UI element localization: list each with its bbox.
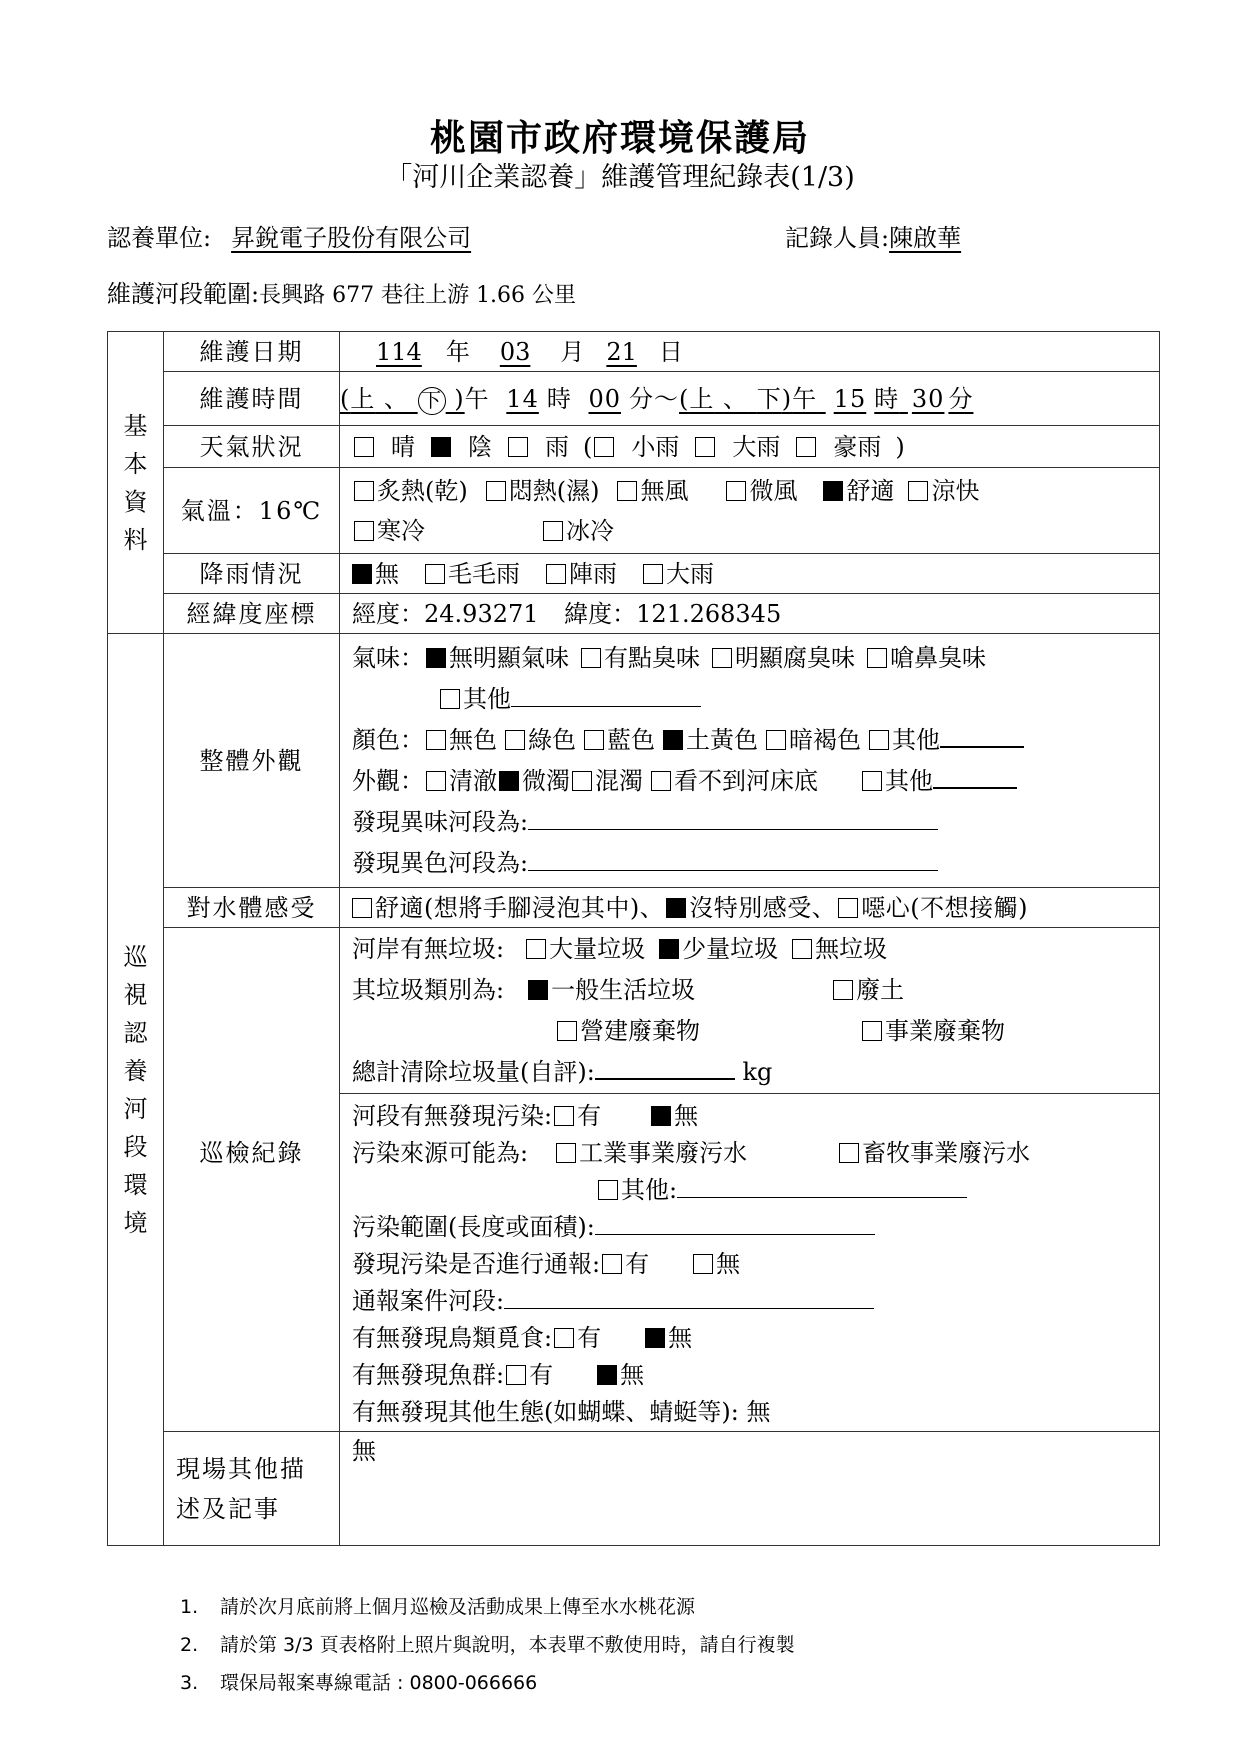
report-no-label: 無 — [716, 1250, 741, 1278]
report-yes-label: 有 — [625, 1250, 650, 1278]
time-start-minute[interactable]: 00 — [588, 384, 622, 413]
color-section-row — [352, 843, 1147, 884]
source-livestock: 畜牧事業廢污水 — [862, 1139, 1031, 1167]
day-unit: 日 — [658, 337, 683, 366]
rain-type-option-0: 小雨 — [631, 432, 680, 461]
footnotes — [180, 1588, 795, 1702]
color-option-1: 綠色 — [528, 725, 576, 754]
appearance-label: 整體外觀 — [164, 634, 340, 888]
month-unit: 月 — [560, 337, 585, 366]
inspection-label: 巡檢紀錄 — [164, 1094, 340, 1432]
checkbox-pollution-no[interactable] — [651, 1106, 671, 1126]
checkbox-garbage-household[interactable] — [528, 980, 548, 1000]
latitude-value[interactable]: 121.268345 — [636, 599, 782, 628]
garbage-label-cell — [164, 928, 340, 1094]
garbage-total-row — [352, 1052, 1147, 1093]
rainfall-checkbox-0[interactable] — [352, 564, 372, 584]
temp-option-0: 炙熱(乾) — [377, 476, 468, 505]
weather-checkbox-0[interactable] — [354, 437, 374, 457]
fish-yes-label: 有 — [529, 1361, 554, 1389]
color-checkbox-3[interactable] — [663, 730, 683, 750]
river-range-label: 維護河段範圍: — [107, 280, 260, 308]
garbage-type-row — [352, 970, 1147, 1011]
weather-option-2: 雨 — [545, 432, 569, 461]
document-title: 桃園市政府環境保護局 — [429, 117, 810, 159]
section-basic-label — [108, 407, 163, 559]
checkbox-source-industrial[interactable] — [556, 1143, 576, 1163]
separator: 、 — [811, 893, 837, 922]
look-option-4: 其他 — [885, 766, 933, 795]
pollution-range-row — [352, 1209, 1147, 1246]
inspection-content — [340, 1094, 1160, 1432]
footnote-number: 3. — [180, 1672, 199, 1694]
footnote-2 — [180, 1626, 795, 1664]
section-patrol-char: 境 — [123, 1208, 148, 1237]
bird-yes-label: 有 — [577, 1324, 602, 1352]
checkbox-garbage-industrial[interactable] — [862, 1021, 882, 1041]
checkbox-fish-no[interactable] — [597, 1365, 617, 1385]
rainfall-checkbox-1[interactable] — [425, 564, 445, 584]
checkbox-source-livestock[interactable] — [839, 1143, 859, 1163]
source-other-blank[interactable] — [677, 1175, 967, 1198]
color-checkbox-1[interactable] — [505, 730, 525, 750]
time-end-minute[interactable]: 30 — [911, 384, 945, 413]
section-patrol-environment — [108, 634, 164, 1546]
checkbox-fish-yes[interactable] — [506, 1365, 526, 1385]
weather-label: 天氣狀況 — [164, 426, 340, 468]
latitude-label: 緯度： — [564, 599, 637, 628]
weather-options — [340, 426, 1160, 468]
look-row — [352, 761, 1147, 802]
garbage-presence-checkbox-0[interactable] — [526, 939, 546, 959]
pollution-source-label: 污染來源可能為: — [352, 1139, 529, 1167]
garbage-type-construction: 營建廢棄物 — [580, 1016, 700, 1045]
look-checkbox-0[interactable] — [426, 771, 446, 791]
smell-other-label: 其他 — [463, 684, 511, 713]
temp-checkbox-3[interactable] — [726, 481, 746, 501]
other-eco-value[interactable]: 無 — [746, 1398, 771, 1426]
pollution-no-label: 無 — [674, 1102, 699, 1130]
smell-other-row — [352, 679, 1147, 720]
temp-checkbox-5[interactable] — [908, 481, 928, 501]
recorder-label: 記錄人員: — [785, 224, 890, 252]
checkbox-bird-yes[interactable] — [554, 1328, 574, 1348]
other-eco-row — [352, 1394, 1147, 1431]
checkbox-pollution-yes[interactable] — [554, 1106, 574, 1126]
checkbox-garbage-construction[interactable] — [557, 1021, 577, 1041]
color-option-3: 土黃色 — [686, 725, 758, 754]
weather-checkbox-2[interactable] — [508, 437, 528, 457]
odor-section-blank[interactable] — [528, 807, 938, 830]
garbage-presence-label: 河岸有無垃圾: — [352, 934, 505, 963]
pollution-yes-label: 有 — [577, 1102, 602, 1130]
rainfall-label: 降雨情況 — [164, 554, 340, 594]
checkbox-report-no[interactable] — [693, 1254, 713, 1274]
temp-option-4: 舒適 — [846, 476, 895, 505]
section-patrol-char: 視 — [123, 980, 148, 1009]
temp-option-5: 涼快 — [931, 476, 980, 505]
time-end-hour[interactable]: 15 — [833, 384, 867, 413]
temp-option-3: 微風 — [749, 476, 798, 505]
fish-no-label: 無 — [620, 1361, 645, 1389]
color-section-label: 發現異色河段為: — [352, 848, 529, 877]
pollution-row — [352, 1098, 1147, 1135]
separator: 、 — [384, 384, 410, 413]
look-option-0: 清澈 — [449, 766, 497, 795]
color-option-2: 藍色 — [607, 725, 655, 754]
color-checkbox-0[interactable] — [426, 730, 446, 750]
hour-unit: 時 — [546, 384, 572, 413]
time-value — [340, 372, 1160, 426]
hour-unit: 時 — [874, 384, 900, 413]
temp-option-2: 無風 — [640, 476, 689, 505]
feeling-option-nothing: 沒特別感受 — [689, 893, 812, 922]
temp2-option-1: 冰冷 — [566, 516, 614, 545]
section-patrol-char: 段 — [123, 1132, 148, 1161]
garbage-total-unit: kg — [742, 1057, 773, 1086]
minute-unit: 分 — [629, 384, 655, 413]
source-other-label: 其他: — [621, 1176, 678, 1204]
temperature-row-2 — [352, 511, 1147, 551]
rainfall-options — [340, 554, 1160, 594]
rainfall-option-0: 無 — [375, 559, 399, 588]
temp-option-1: 悶熱(濕) — [508, 476, 600, 505]
document-subtitle: 「河川企業認養」維護管理紀錄表(1/3) — [385, 162, 855, 193]
separator: 、 — [639, 893, 665, 922]
bird-label: 有無發現鳥類覓食: — [352, 1324, 553, 1352]
footnote-number: 2. — [180, 1634, 199, 1656]
feeling-label: 對水體感受 — [164, 888, 340, 928]
source-industrial: 工業事業廢污水 — [579, 1139, 748, 1167]
am-option: 上 — [689, 384, 715, 413]
date-month[interactable]: 03 — [499, 337, 531, 366]
garbage-presence-checkbox-2[interactable] — [792, 939, 812, 959]
other-notes-label — [164, 1432, 340, 1546]
color-section-blank[interactable] — [528, 848, 938, 871]
look-checkbox-1[interactable] — [499, 771, 519, 791]
noon-label: 午 — [464, 384, 490, 413]
section-patrol-char: 認 — [123, 1018, 148, 1047]
date-day[interactable]: 21 — [606, 337, 637, 366]
adopting-unit-value[interactable]: 昇銳電子股份有限公司 — [231, 224, 472, 252]
temp-checkbox-2[interactable] — [617, 481, 637, 501]
weather-option-0: 晴 — [391, 432, 415, 461]
pm-option-circled: 下 — [418, 387, 446, 415]
look-option-3: 看不到河床底 — [674, 766, 818, 795]
smell-option-2: 明顯腐臭味 — [735, 643, 855, 672]
noon-label: 午 — [792, 384, 818, 413]
checkbox-feeling-comfortable[interactable] — [352, 898, 372, 918]
color-other-blank[interactable] — [940, 724, 1024, 748]
year-unit: 年 — [445, 337, 470, 366]
smell-checkbox-3[interactable] — [867, 648, 887, 668]
footnote-3 — [180, 1664, 795, 1702]
river-range-row — [107, 274, 576, 309]
river-range-value[interactable]: 長興路 677 巷往上游 1.66 公里 — [259, 283, 577, 308]
bird-no-label: 無 — [668, 1324, 693, 1352]
recorder-row — [785, 218, 961, 253]
look-other-blank[interactable] — [933, 765, 1017, 789]
footnote-text: 環保局報案專線電話 : 0800-066666 — [220, 1672, 538, 1694]
date-label: 維護日期 — [164, 332, 340, 372]
checkbox-report-yes[interactable] — [602, 1254, 622, 1274]
checkbox-garbage-soil[interactable] — [833, 980, 853, 1000]
color-label: 顏色： — [352, 725, 424, 754]
garbage-content — [340, 928, 1160, 1094]
checkbox-smell-other[interactable] — [440, 689, 460, 709]
footnote-1 — [180, 1588, 795, 1626]
look-option-2: 混濁 — [595, 766, 643, 795]
rain-type-checkbox-1[interactable] — [695, 437, 715, 457]
garbage-presence-option-0: 大量垃圾 — [549, 934, 646, 963]
pm-option: 下 — [756, 384, 782, 413]
other-eco-label: 有無發現其他生態(如蝴蝶、蜻蜓等): — [352, 1398, 739, 1426]
rain-type-checkbox-0[interactable] — [594, 437, 614, 457]
pollution-range-label: 污染範圍(長度或面積): — [352, 1213, 595, 1241]
look-checkbox-3[interactable] — [651, 771, 671, 791]
report-row — [352, 1246, 1147, 1283]
section-patrol-char: 環 — [123, 1170, 148, 1199]
garbage-type-industrial: 事業廢棄物 — [885, 1016, 1005, 1045]
time-range-separator: ～ — [654, 384, 680, 413]
pollution-source-other-row — [352, 1172, 1147, 1209]
color-row — [352, 720, 1147, 761]
coordinates-label: 經緯度座標 — [164, 594, 340, 634]
color-option-4: 暗褐色 — [789, 725, 861, 754]
date-value — [340, 332, 1160, 372]
time-start-period[interactable]: (上 、 下 ) — [340, 384, 465, 413]
section-basic-char: 資 — [123, 487, 148, 516]
report-label: 發現污染是否進行通報: — [352, 1250, 601, 1278]
recorder-value[interactable]: 陳啟華 — [889, 224, 962, 252]
checkbox-bird-no[interactable] — [645, 1328, 665, 1348]
color-option-5: 其他 — [892, 725, 940, 754]
section-patrol-char: 巡 — [123, 942, 148, 971]
look-label: 外觀： — [352, 766, 424, 795]
adopting-unit-label: 認養單位: — [107, 224, 212, 252]
color-option-0: 無色 — [449, 725, 497, 754]
rainfall-option-3: 大雨 — [666, 559, 714, 588]
smell-checkbox-1[interactable] — [581, 648, 601, 668]
odor-section-label: 發現異味河段為: — [352, 807, 529, 836]
am-option: 上 — [350, 384, 376, 413]
appearance-content — [340, 634, 1160, 888]
smell-checkbox-2[interactable] — [712, 648, 732, 668]
look-checkbox-4[interactable] — [862, 771, 882, 791]
feeling-option-comfortable: 舒適(想將手腳浸泡其中) — [375, 893, 640, 922]
minute-unit: 分 — [948, 384, 974, 413]
longitude-label: 經度： — [352, 599, 424, 628]
smell-option-1: 有點臭味 — [604, 643, 700, 672]
section-basic-char: 基 — [123, 411, 148, 440]
color-checkbox-4[interactable] — [766, 730, 786, 750]
temp2-checkbox-0[interactable] — [354, 521, 374, 541]
temperature-row-1 — [352, 471, 1147, 511]
section-patrol-char: 河 — [123, 1094, 148, 1123]
smell-row — [352, 638, 1147, 679]
color-checkbox-5[interactable] — [869, 730, 889, 750]
color-checkbox-2[interactable] — [584, 730, 604, 750]
checkbox-source-other[interactable] — [598, 1180, 618, 1200]
weather-checkbox-1[interactable] — [431, 437, 451, 457]
smell-checkbox-0[interactable] — [426, 648, 446, 668]
rain-type-checkbox-2[interactable] — [796, 437, 816, 457]
weather-option-1: 陰 — [468, 432, 492, 461]
case-blank[interactable] — [504, 1286, 874, 1309]
footnote-text: 請於第 3/3 頁表格附上照片與說明，本表單不敷使用時，請自行複製 — [220, 1634, 795, 1656]
garbage-presence-option-1: 少量垃圾 — [682, 934, 779, 963]
garbage-type-soil: 廢土 — [856, 975, 905, 1004]
bird-row — [352, 1320, 1147, 1357]
temp-checkbox-1[interactable] — [486, 481, 506, 501]
temp-checkbox-0[interactable] — [354, 481, 374, 501]
time-label: 維護時間 — [164, 372, 340, 426]
garbage-type-label: 其垃圾類別為: — [352, 975, 505, 1004]
footnote-text: 請於次月底前將上個月巡檢及活動成果上傳至水水桃花源 — [220, 1596, 696, 1618]
garbage-presence-option-2: 無垃圾 — [815, 934, 888, 963]
case-label: 通報案件河段: — [352, 1287, 505, 1315]
rain-close: ) — [895, 432, 905, 461]
fish-row — [352, 1357, 1147, 1394]
rain-type-option-2: 豪雨 — [833, 432, 882, 461]
smell-option-0: 無明顯氣味 — [449, 643, 569, 672]
feeling-options — [340, 888, 1160, 928]
rain-open: ( — [583, 432, 593, 461]
pollution-range-blank[interactable] — [595, 1212, 875, 1235]
rainfall-checkbox-2[interactable] — [546, 564, 566, 584]
case-row — [352, 1283, 1147, 1320]
temperature-label: 氣溫：16℃ — [164, 468, 340, 554]
smell-other-blank[interactable] — [511, 684, 701, 707]
section-patrol-char: 養 — [123, 1056, 148, 1085]
garbage-type-row-2 — [352, 1011, 1147, 1052]
garbage-type-household: 一般生活垃圾 — [551, 975, 696, 1004]
checkbox-feeling-nothing[interactable] — [666, 898, 686, 918]
garbage-presence-checkbox-1[interactable] — [659, 939, 679, 959]
temp2-checkbox-1[interactable] — [543, 521, 563, 541]
look-checkbox-2[interactable] — [572, 771, 592, 791]
garbage-presence-row — [352, 929, 1147, 970]
temperature-options — [340, 468, 1160, 554]
separator: 、 — [723, 384, 749, 413]
section-basic-char: 料 — [123, 525, 148, 554]
other-notes-value[interactable]: 無 — [340, 1432, 1160, 1546]
coordinates-value — [340, 594, 1160, 634]
maintenance-record-table — [107, 331, 1160, 1546]
smell-label: 氣味： — [352, 643, 424, 672]
garbage-total-label: 總計清除垃圾量(自評): — [352, 1057, 595, 1086]
other-notes-label-line1: 現場其他描 — [176, 1454, 306, 1483]
odor-section-row — [352, 802, 1147, 843]
time-start-hour[interactable]: 14 — [506, 384, 539, 413]
look-option-1: 微濁 — [522, 766, 570, 795]
smell-option-3: 嗆鼻臭味 — [890, 643, 986, 672]
rainfall-option-2: 陣雨 — [569, 559, 617, 588]
other-notes-label-line2: 述及記事 — [176, 1494, 280, 1523]
checkbox-feeling-disgust[interactable] — [838, 898, 858, 918]
time-end-period[interactable]: (上 、 下)午 15 時 30 分 — [679, 384, 974, 413]
pollution-label: 河段有無發現污染: — [352, 1102, 553, 1130]
adopting-unit-row — [107, 218, 511, 253]
section-basic-char: 本 — [123, 449, 148, 478]
feeling-option-disgust: 噁心(不想接觸) — [861, 893, 1028, 922]
date-year[interactable]: 114 — [376, 337, 422, 366]
rainfall-checkbox-3[interactable] — [643, 564, 663, 584]
garbage-total-blank[interactable] — [595, 1056, 735, 1080]
section-patrol-label — [108, 938, 163, 1242]
section-basic-info — [108, 332, 164, 634]
rain-type-option-1: 大雨 — [732, 432, 781, 461]
rainfall-option-1: 毛毛雨 — [448, 559, 520, 588]
temp2-option-0: 寒冷 — [377, 516, 425, 545]
footnote-number: 1. — [180, 1596, 199, 1618]
temp-checkbox-4[interactable] — [823, 481, 843, 501]
fish-label: 有無發現魚群: — [352, 1361, 505, 1389]
pollution-source-row — [352, 1135, 1147, 1172]
longitude-value[interactable]: 24.93271 — [424, 599, 539, 628]
